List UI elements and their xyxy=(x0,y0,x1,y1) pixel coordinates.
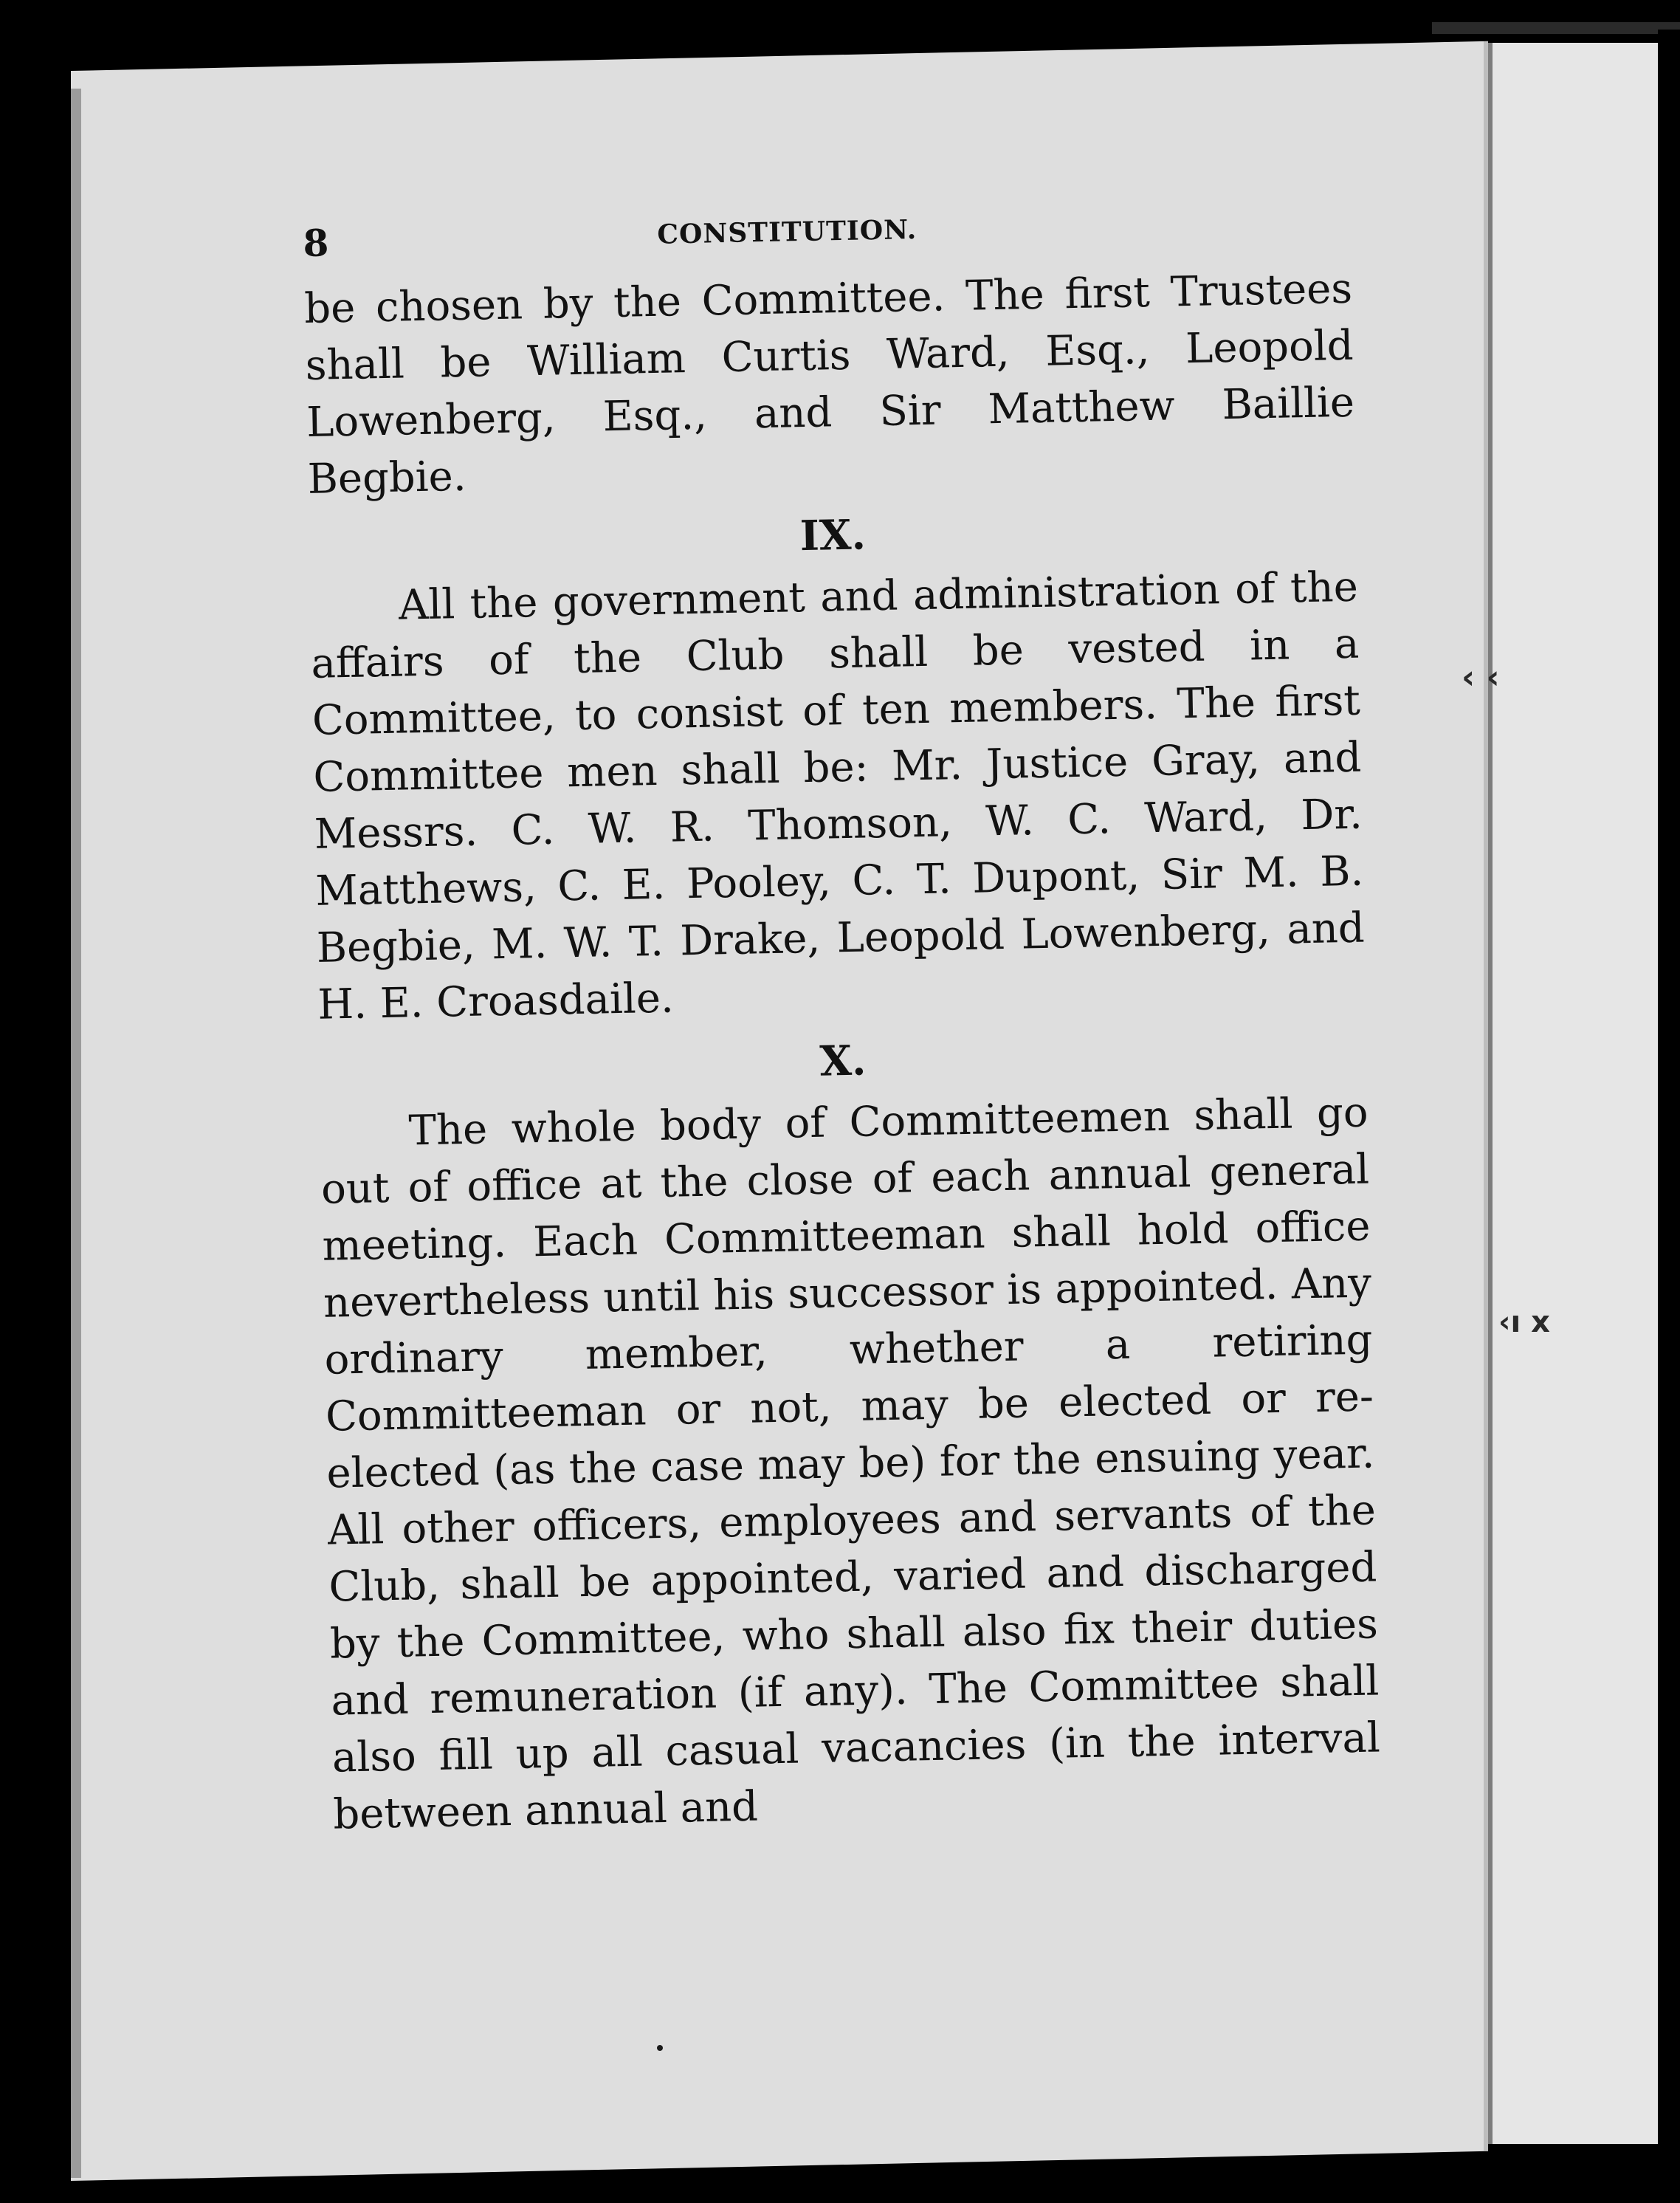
binding-edge xyxy=(1432,22,1680,34)
page-content xyxy=(303,202,1382,1843)
scan-border-right xyxy=(1658,30,1680,2203)
ink-speck xyxy=(657,2045,663,2051)
facing-page-edge xyxy=(1488,43,1662,2144)
page-number: 8 xyxy=(303,221,329,265)
section-x-paragraph: The whole body of Committeemen shall go out of office at the close of each annual general meeting. Each Committeeman shall hold office nevertheless until his successor is appointed. Any ordinary member, whether a retiring Committeeman or not, may be elected or re-elected (as the case may be) for the ensuing year. All other officers, employees and servants of the Club, shall be appointed, varied and discharged by the Committee, who shall also fix their duties and remuneration (if any). The Committee shall also fill up all casual vacancies (in the interval between annual and xyxy=(320,1088,1381,1839)
page-left-edge xyxy=(71,89,81,2178)
section-heading-ix: IX. xyxy=(799,510,867,561)
section-ix-paragraph: All the government and administration of the affairs of the Club shall be vested in a Committee, to consist of ten members. The first Committee men shall be: Mr. Justice Gray, and Messrs. C. W. R. Thomson, W. C. Ward, Dr. Matthews, C. E. Pooley, C. T. Dupont, Sir M. B. Begbie, M. W. T. Drake, Leopold Lowenberg, and H. E. Croasdaile. xyxy=(310,563,1366,1029)
section-heading-x: X. xyxy=(819,1036,867,1086)
continued-paragraph: be chosen by the Committee. The first Trustees shall be William Curtis Ward, Esq., Leopold Lowenberg, Esq., and Sir Matthew Baillie Begbie. xyxy=(303,264,1355,504)
page-header: CONSTITUTION. xyxy=(657,214,918,250)
margin-mark-1: ‹ ‹ xyxy=(1462,659,1500,696)
margin-mark-2: ‹ı x xyxy=(1498,1305,1550,1339)
